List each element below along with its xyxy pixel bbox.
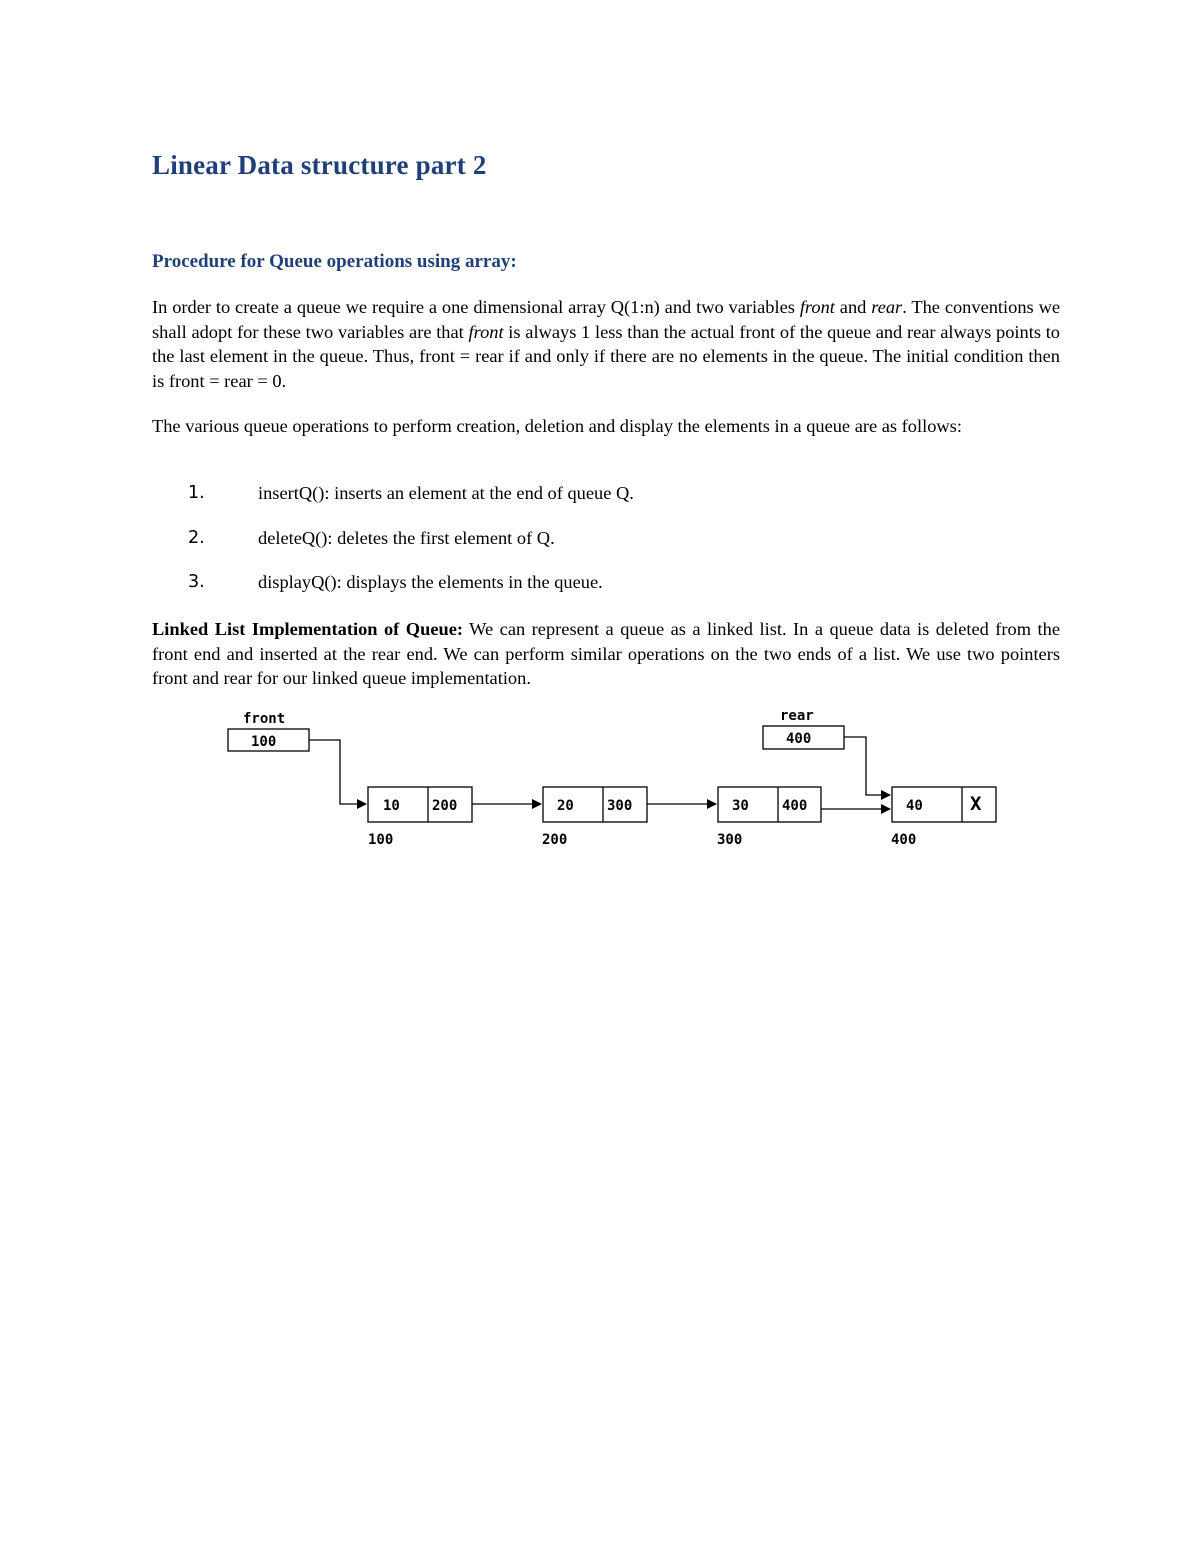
intro-rear-term: rear: [871, 297, 903, 317]
front-arrow: [309, 740, 366, 804]
intro-text-1: In order to create a queue we require a one dimensional array Q(1:n) and two variables: [152, 297, 800, 317]
list-item-text: insertQ(): inserts an element at the end of queue Q.: [258, 483, 634, 503]
linked-list-text: We can represent a queue as a linked list. In a queue data is deleted from the front end and inserted at the rear end. We can perform similar operations on the two ends of a list. We use two pointers front and rear for our linked queue implementation.: [152, 619, 1061, 689]
intro-text-3: . The conventions we shall adopt for these two variables are that: [152, 297, 1061, 342]
operations-intro: The various queue operations to perform creation, deletion and display the elements in a queue are as follows:: [152, 416, 962, 436]
page-title: Linear Data structure part 2: [152, 150, 487, 180]
list-item-number: 3.: [188, 572, 205, 592]
node-data: 10: [383, 798, 400, 814]
node-next: 200: [432, 798, 458, 814]
node-address: 300: [717, 832, 743, 848]
intro-front-term-2: front: [468, 321, 504, 342]
list-item-number: 1.: [188, 483, 205, 503]
rear-arrow: [844, 737, 890, 795]
section-heading: Procedure for Queue operations using array:: [152, 251, 517, 272]
node-address: 200: [542, 832, 568, 848]
list-item-number: 2.: [188, 527, 205, 548]
node-address: 100: [368, 832, 394, 848]
node-data: 30: [732, 798, 749, 814]
list-item-text: displayQ(): displays the elements in the queue.: [258, 572, 603, 592]
front-value: 100: [251, 734, 277, 750]
intro-text-4: is always 1 less than the actual front of the queue and rear always points to the last element in the queue. Thus, front = rear if and only if there are no elements in the queue. The initial condition then is front = rear = 0.: [152, 321, 1060, 392]
intro-text-2: and: [834, 297, 872, 317]
rear-label: rear: [780, 708, 814, 724]
rear-value: 400: [786, 731, 812, 747]
node-address: 400: [891, 832, 917, 848]
node-next: 400: [782, 798, 808, 814]
node-next: 300: [607, 798, 633, 814]
intro-front-term: front: [799, 297, 835, 317]
list-item-text: deleteQ(): deletes the first element of Q.: [258, 527, 555, 548]
node-data: 20: [557, 798, 574, 814]
null-terminator: X: [970, 793, 982, 815]
linked-list-heading: Linked List Implementation of Queue:: [152, 619, 463, 639]
node-data: 40: [906, 798, 923, 814]
front-label: front: [243, 711, 286, 727]
